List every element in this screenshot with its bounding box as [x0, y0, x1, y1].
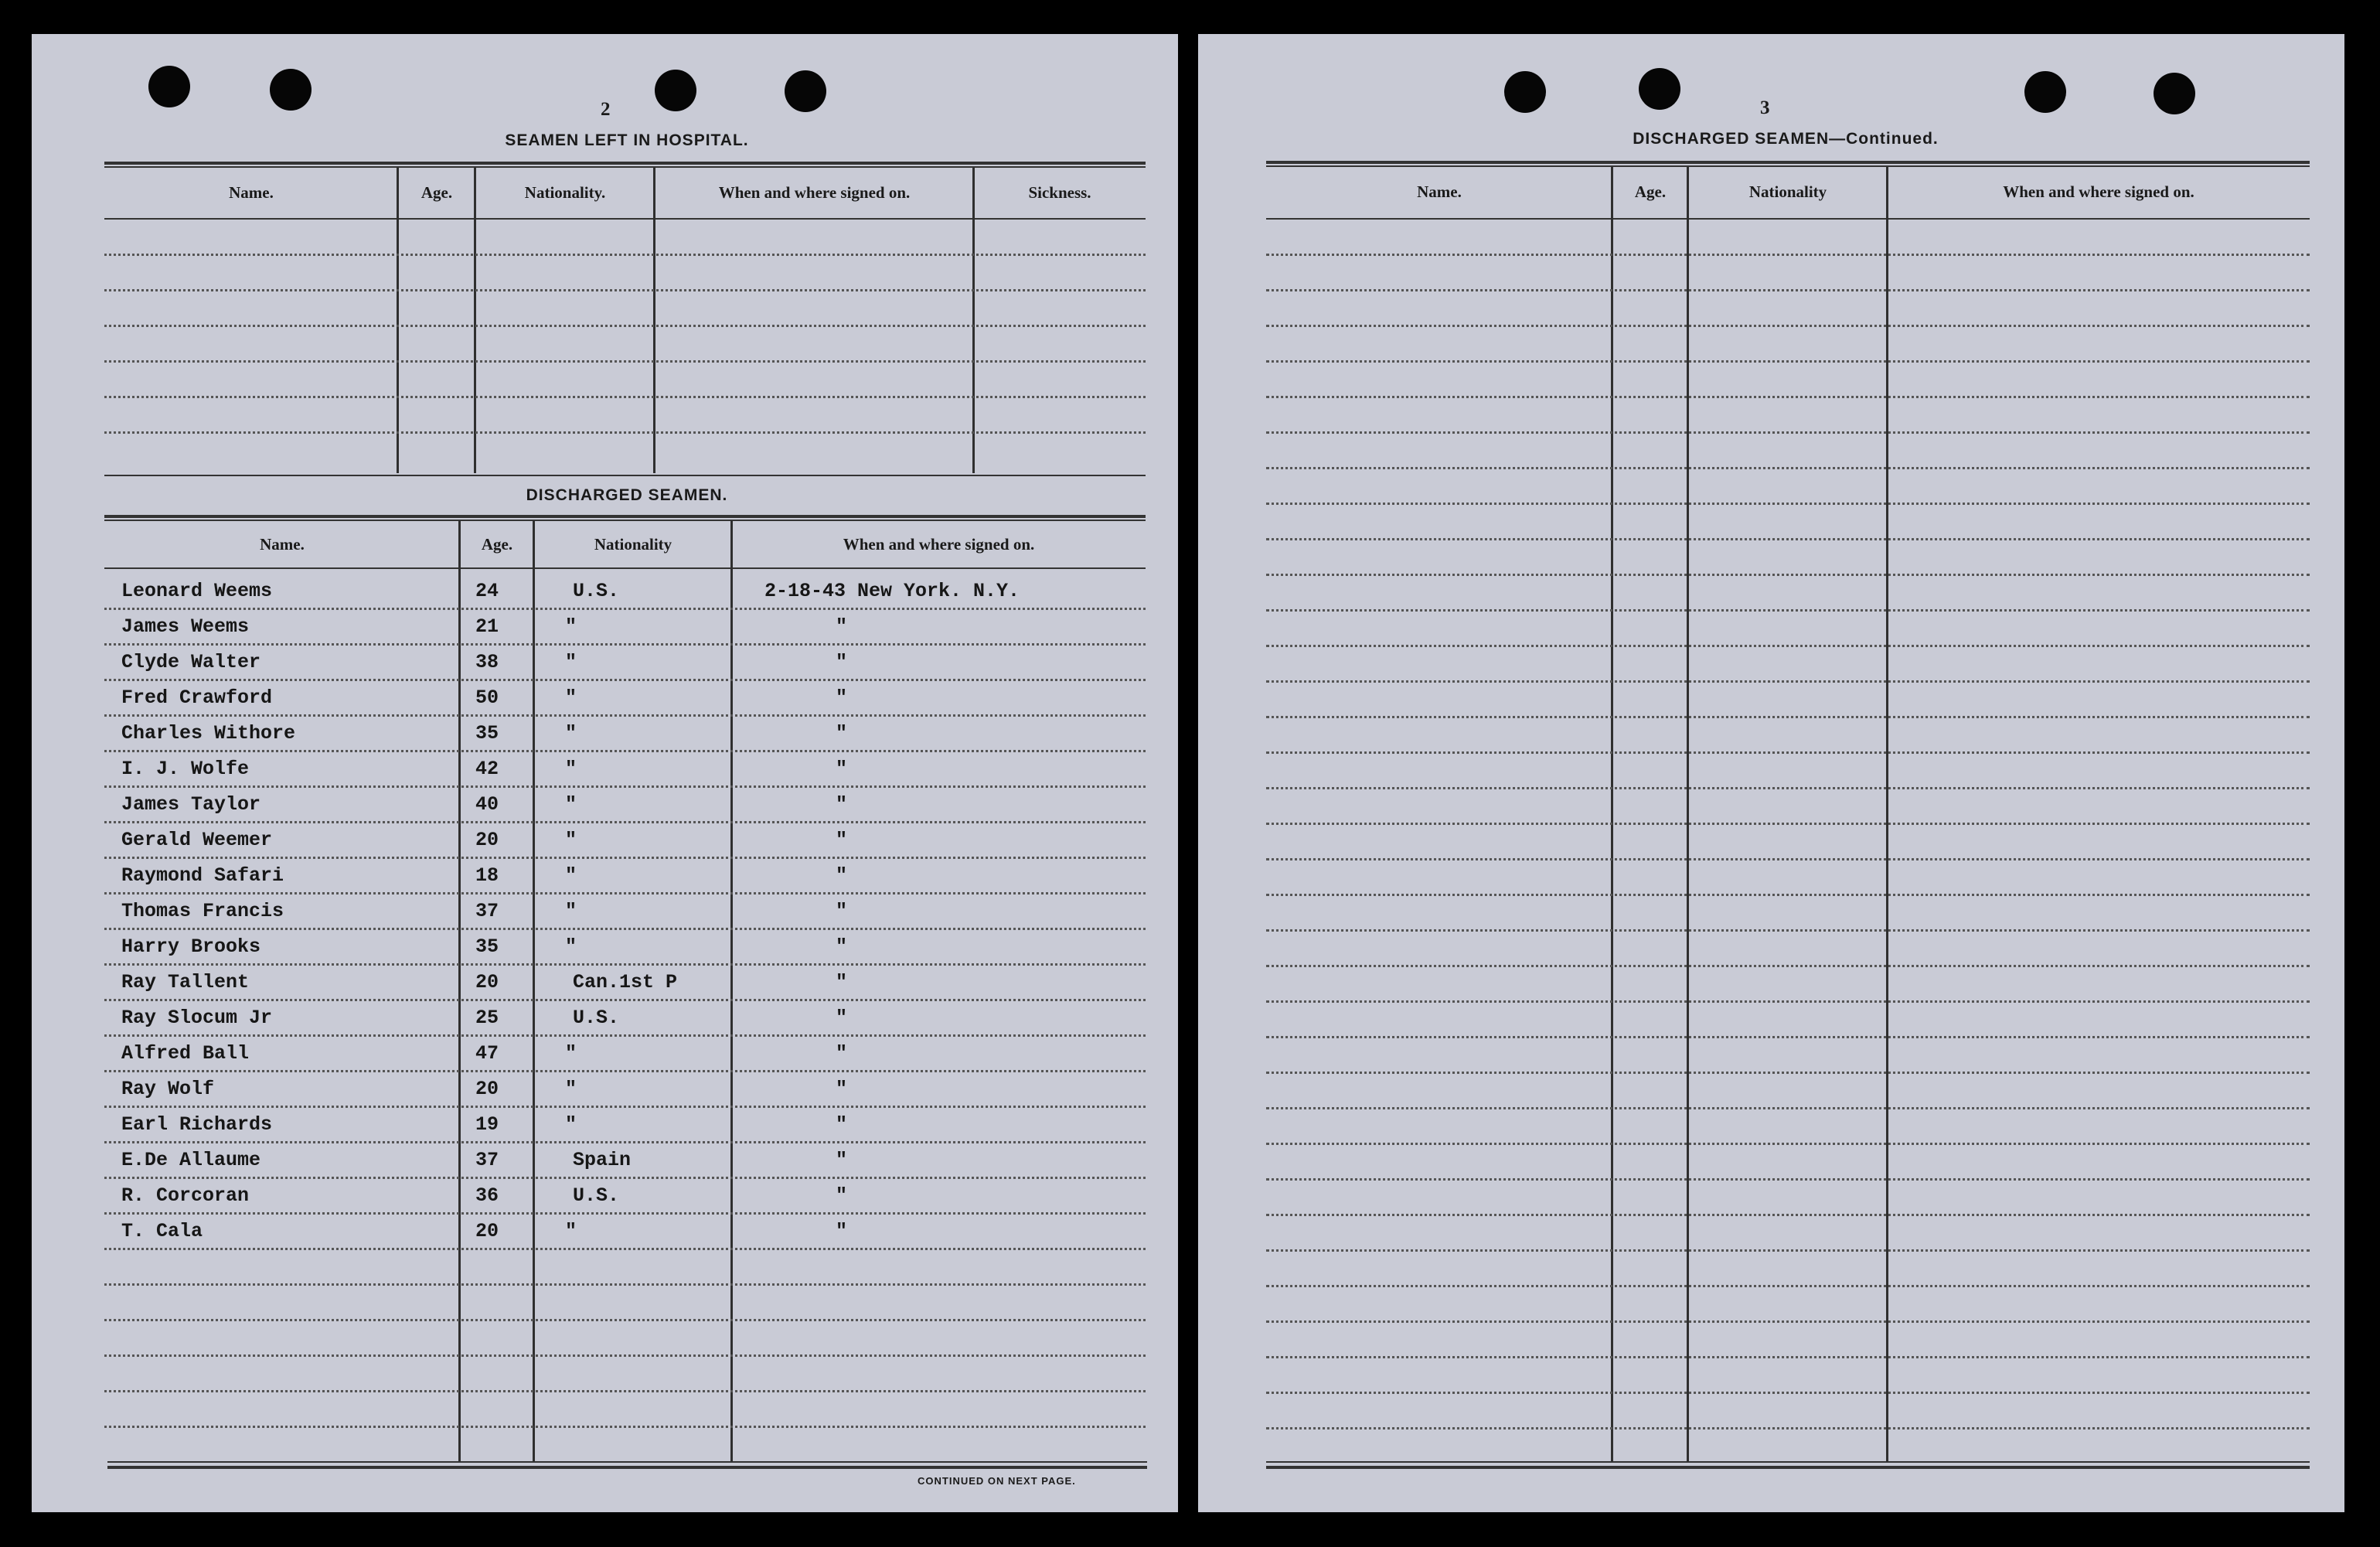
cell-name: I. J. Wolfe [121, 758, 250, 780]
cell-nationality: " [565, 758, 577, 780]
punch-hole [270, 69, 312, 111]
ruled-line [104, 679, 1146, 681]
page-number: 3 [1760, 97, 1770, 118]
column-divider [397, 168, 399, 473]
discharged-col-age: Age. [481, 535, 513, 554]
ruled-line [104, 1426, 1146, 1428]
ruled-line [104, 1283, 1146, 1286]
punch-hole [2024, 71, 2066, 113]
header-rule [1266, 218, 2310, 220]
cell-name: Clyde Walter [121, 651, 261, 673]
ruled-line [1266, 538, 2310, 540]
discharged-col-name: Name. [260, 535, 305, 554]
table-rule [1266, 161, 2310, 164]
cell-age: 37 [475, 900, 499, 922]
ruled-line [104, 750, 1146, 752]
cell-signed-on: 2-18-43 New York. N.Y. [764, 580, 1020, 602]
cell-signed-on: " [836, 829, 848, 851]
cell-name: E.De Allaume [121, 1149, 261, 1171]
cell-name: Earl Richards [121, 1113, 273, 1136]
ruled-line [1266, 1178, 2310, 1181]
ruled-line [104, 821, 1146, 823]
ruled-line [1266, 1285, 2310, 1287]
cell-age: 42 [475, 758, 499, 780]
ruled-line [104, 857, 1146, 859]
ruled-line [1266, 751, 2310, 754]
hospital-col-signed-on: When and where signed on. [718, 183, 911, 202]
ruled-line [1266, 787, 2310, 789]
cell-age: 21 [475, 615, 499, 638]
column-divider [972, 168, 975, 473]
cell-nationality: U.S. [573, 1184, 620, 1207]
ruled-line [104, 1390, 1146, 1392]
cell-nationality: " [565, 864, 577, 887]
cell-age: 25 [475, 1007, 499, 1029]
ruled-line [1266, 965, 2310, 967]
ruled-line [104, 289, 1146, 291]
punch-hole [785, 70, 826, 112]
punch-hole [148, 66, 190, 107]
cell-name: Gerald Weemer [121, 829, 273, 851]
cell-signed-on: " [836, 1113, 848, 1136]
ruled-line [104, 608, 1146, 610]
ruled-line [1266, 289, 2310, 291]
cell-name: T. Cala [121, 1220, 203, 1242]
ruled-line [104, 325, 1146, 327]
cell-nationality: " [565, 1220, 577, 1242]
cell-nationality: U.S. [573, 580, 620, 602]
ruled-line [104, 928, 1146, 930]
cell-nationality: Can.1st P [573, 971, 678, 993]
ruled-line [104, 963, 1146, 966]
cell-signed-on: " [836, 1078, 848, 1100]
cell-name: Ray Slocum Jr [121, 1007, 273, 1029]
continued-section-title: DISCHARGED SEAMEN—Continued. [1633, 130, 1939, 148]
ruled-line [1266, 1072, 2310, 1074]
cell-nationality: " [565, 829, 577, 851]
ruled-line [1266, 1392, 2310, 1394]
cell-nationality: " [565, 1078, 577, 1100]
cell-age: 24 [475, 580, 499, 602]
continued-col-signed-on: When and where signed on. [2003, 182, 2194, 201]
cell-name: R. Corcoran [121, 1184, 250, 1207]
discharged-section-title: DISCHARGED SEAMEN. [526, 486, 728, 504]
cell-age: 20 [475, 1220, 499, 1242]
ruled-line [1266, 858, 2310, 860]
ruled-line [104, 360, 1146, 363]
cell-age: 18 [475, 864, 499, 887]
table-rule [104, 515, 1146, 518]
ruled-line [1266, 1000, 2310, 1003]
cell-name: Alfred Ball [121, 1042, 250, 1065]
cell-nationality: " [565, 651, 577, 673]
ruled-line [1266, 645, 2310, 647]
ruled-line [104, 1034, 1146, 1037]
page-number: 2 [601, 99, 611, 120]
cell-name: Charles Withore [121, 722, 296, 745]
ruled-line [1266, 396, 2310, 398]
cell-signed-on: " [836, 687, 848, 709]
ruled-line [1266, 1356, 2310, 1358]
continued-col-age: Age. [1634, 182, 1667, 201]
ruled-line [104, 714, 1146, 717]
ruled-line [104, 396, 1146, 398]
ruled-line [1266, 467, 2310, 469]
cell-signed-on: " [836, 1042, 848, 1065]
cell-signed-on: " [836, 793, 848, 816]
ruled-line [104, 1177, 1146, 1179]
cell-nationality: " [565, 793, 577, 816]
table-rule [1266, 1461, 2310, 1463]
ruled-line [104, 643, 1146, 646]
ruled-line [1266, 1214, 2310, 1216]
right-page [1198, 34, 2344, 1512]
ruled-line [1266, 1143, 2310, 1145]
hospital-section-title: SEAMEN LEFT IN HOSPITAL. [505, 131, 749, 149]
ruled-line [1266, 1107, 2310, 1109]
continued-col-name: Name. [1417, 182, 1462, 201]
table-rule [104, 520, 1146, 521]
cell-signed-on: " [836, 651, 848, 673]
ruled-line [104, 785, 1146, 788]
cell-nationality: " [565, 1042, 577, 1065]
cell-name: Leonard Weems [121, 580, 273, 602]
cell-age: 36 [475, 1184, 499, 1207]
ruled-line [1266, 1249, 2310, 1252]
cell-name: Thomas Francis [121, 900, 284, 922]
ruled-line [104, 999, 1146, 1001]
cell-signed-on: " [836, 900, 848, 922]
cell-signed-on: " [836, 722, 848, 745]
discharged-col-signed-on: When and where signed on. [843, 535, 1035, 554]
table-rule [104, 166, 1146, 168]
cell-nationality: Spain [573, 1149, 632, 1171]
cell-signed-on: " [836, 935, 848, 958]
ruled-line [104, 1106, 1146, 1108]
ruled-line [104, 1070, 1146, 1072]
hospital-col-age: Age. [421, 183, 453, 202]
ruled-line [1266, 360, 2310, 363]
cell-name: Raymond Safari [121, 864, 284, 887]
table-rule [107, 1466, 1147, 1469]
ruled-line [1266, 254, 2310, 256]
ruled-line [104, 254, 1146, 256]
cell-name: Harry Brooks [121, 935, 261, 958]
continued-note: CONTINUED ON NEXT PAGE. [918, 1475, 1076, 1487]
cell-nationality: " [565, 1113, 577, 1136]
cell-nationality: " [565, 687, 577, 709]
cell-nationality: U.S. [573, 1007, 620, 1029]
table-rule [104, 475, 1146, 476]
cell-age: 35 [475, 722, 499, 745]
ruled-line [1266, 1036, 2310, 1038]
ruled-line [1266, 325, 2310, 327]
cell-name: James Weems [121, 615, 250, 638]
cell-age: 37 [475, 1149, 499, 1171]
ruled-line [1266, 1427, 2310, 1429]
punch-hole [2154, 73, 2195, 114]
cell-age: 20 [475, 1078, 499, 1100]
ruled-line [1266, 609, 2310, 612]
cell-age: 50 [475, 687, 499, 709]
cell-name: Fred Crawford [121, 687, 273, 709]
ruled-line [104, 431, 1146, 434]
cell-signed-on: " [836, 615, 848, 638]
continued-col-nationality: Nationality [1748, 182, 1827, 201]
cell-nationality: " [565, 900, 577, 922]
cell-nationality: " [565, 615, 577, 638]
ruled-line [1266, 894, 2310, 896]
cell-name: Ray Tallent [121, 971, 250, 993]
ruled-line [1266, 823, 2310, 825]
ruled-line [1266, 431, 2310, 434]
cell-name: James Taylor [121, 793, 261, 816]
ruled-line [1266, 716, 2310, 718]
table-rule [107, 1461, 1147, 1463]
cell-age: 19 [475, 1113, 499, 1136]
punch-hole [655, 70, 696, 111]
cell-age: 35 [475, 935, 499, 958]
ruled-line [1266, 1320, 2310, 1323]
table-rule [104, 162, 1146, 165]
punch-hole [1504, 71, 1546, 113]
hospital-col-sickness: Sickness. [1028, 183, 1091, 202]
cell-nationality: " [565, 935, 577, 958]
ruled-line [104, 1319, 1146, 1321]
cell-nationality: " [565, 722, 577, 745]
cell-age: 47 [475, 1042, 499, 1065]
punch-hole [1639, 68, 1680, 110]
column-divider [474, 168, 476, 473]
table-rule [1266, 165, 2310, 167]
cell-age: 40 [475, 793, 499, 816]
cell-signed-on: " [836, 758, 848, 780]
ruled-line [104, 892, 1146, 894]
ruled-line [104, 1141, 1146, 1143]
cell-signed-on: " [836, 1007, 848, 1029]
ruled-line [1266, 929, 2310, 932]
cell-signed-on: " [836, 1220, 848, 1242]
discharged-col-nationality: Nationality [594, 535, 672, 554]
cell-name: Ray Wolf [121, 1078, 215, 1100]
cell-age: 38 [475, 651, 499, 673]
ruled-line [1266, 574, 2310, 576]
ruled-line [104, 1354, 1146, 1357]
cell-signed-on: " [836, 864, 848, 887]
ruled-line [1266, 680, 2310, 683]
header-rule [104, 567, 1146, 569]
left-page [32, 34, 1178, 1512]
cell-signed-on: " [836, 1184, 848, 1207]
cell-age: 20 [475, 829, 499, 851]
header-rule [104, 218, 1146, 220]
hospital-col-nationality: Nationality. [524, 183, 606, 202]
ruled-line [1266, 503, 2310, 505]
cell-signed-on: " [836, 1149, 848, 1171]
ruled-line [104, 1248, 1146, 1250]
hospital-col-name: Name. [229, 183, 274, 202]
ruled-line [104, 1212, 1146, 1215]
table-rule [1266, 1466, 2310, 1469]
cell-age: 20 [475, 971, 499, 993]
column-divider [653, 168, 655, 473]
cell-signed-on: " [836, 971, 848, 993]
